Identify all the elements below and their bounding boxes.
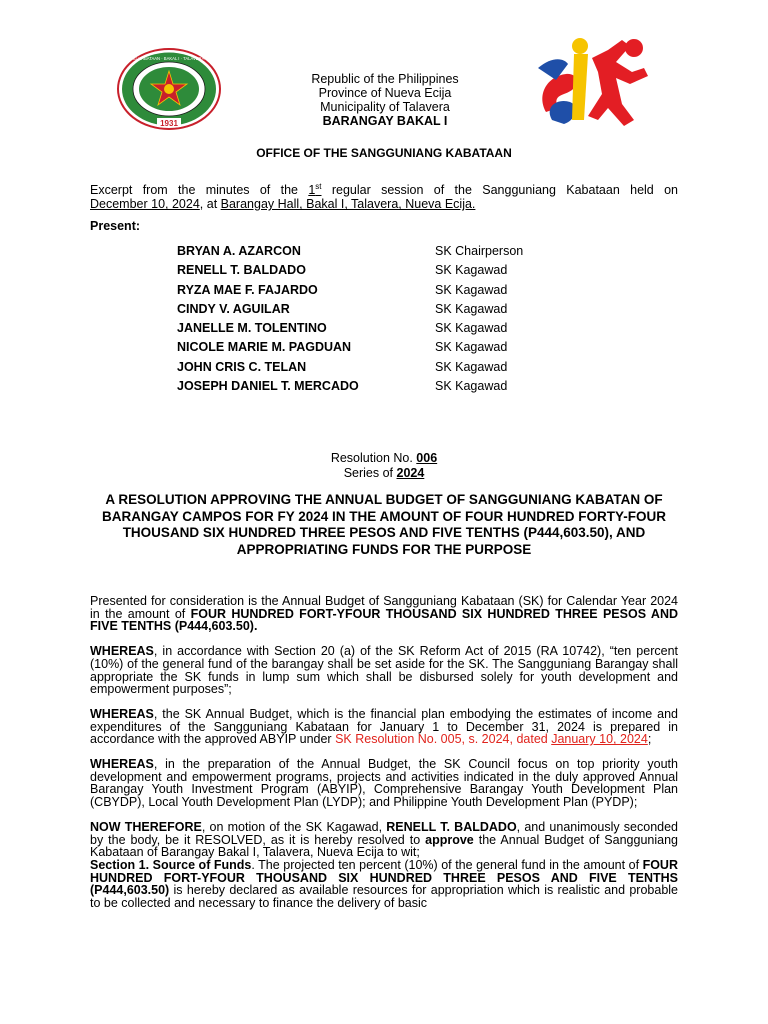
- paragraph-text: , the SK Annual Budget, which is the financial plan embodying the estimates of income and expenditures of the Sangguniang Kabataan for January 1 to December 31, 2024 is prepared in accordance with the approved ABYIP under: [90, 706, 678, 747]
- member-name: CINDY V. AGUILAR: [177, 301, 290, 316]
- present-label: Present:: [90, 219, 141, 233]
- member-name: JOSEPH DANIEL T. MERCADO: [177, 379, 359, 394]
- paragraph-text: , and unanimously seconded by the body, be it RESOLVED, as it is hereby resolved to: [90, 819, 679, 847]
- session-date: December 10, 2024: [90, 197, 200, 212]
- member-name: NICOLE MARIE M. PAGDUAN: [177, 340, 352, 355]
- letterhead: [232, 72, 538, 128]
- member-position: SK Kagawad: [435, 321, 508, 336]
- header-line-barangay: BARANGAY BAKAL I: [322, 114, 448, 128]
- resolution-body: [90, 595, 678, 910]
- section-heading: Section 1. Source of Funds: [90, 857, 252, 872]
- attendance-row: [177, 302, 597, 321]
- resolution-reference-date: January 10, 2024: [551, 732, 648, 747]
- session-ordinal-suffix: st: [315, 182, 322, 191]
- member-name: RYZA MAE F. FAJARDO: [177, 282, 318, 297]
- mover-name: RENELL T. BALDADO: [386, 819, 517, 834]
- resolution-series-label: Series of: [343, 466, 397, 480]
- paragraph-whereas-1: [90, 645, 678, 696]
- session-place: Barangay Hall, Bakal I, Talavera, Nueva Ecija.: [220, 197, 476, 212]
- resolution-reference: SK Resolution No. 005, s. 2024, dated: [335, 732, 548, 747]
- header-line-province: Province of Nueva Ecija: [318, 86, 452, 100]
- attendance-row: [177, 283, 597, 302]
- whereas-label: WHEREAS: [90, 706, 154, 721]
- excerpt-line-2: [90, 197, 678, 211]
- office-heading: OFFICE OF THE SANGGUNIANG KABATAAN: [256, 146, 512, 160]
- paragraph-presented: [90, 595, 678, 633]
- whereas-label: WHEREAS: [90, 644, 154, 659]
- header-line-municipality: Municipality of Talavera: [320, 100, 450, 114]
- paragraph-now-therefore: [90, 821, 678, 859]
- member-position: SK Kagawad: [435, 379, 508, 394]
- paragraph-text: , on motion of the SK Kagawad,: [201, 819, 387, 834]
- resolution-title: A RESOLUTION APPROVING THE ANNUAL BUDGET OF SANGGUNIANG KABATAN OF BARANGAY CAMPOS FOR FY 2024 IN THE AMOUNT OF FOUR HUNDRED FORTY-FOUR THOUSAND SIX HUNDRED THREE PESOS AND FIVE TENTHS (P444,603.50), AND APPROPRIATING FUNDS FOR THE PURPOSE: [101, 492, 667, 557]
- budget-amount: FOUR HUNDRED FORT-YFOUR THOUSAND SIX HUNDRED THREE PESOS AND FIVE TENTHS (P444,603.50).: [90, 606, 678, 634]
- member-name: JOHN CRIS C. TELAN: [177, 359, 307, 374]
- excerpt-line-1: [90, 180, 678, 197]
- paragraph-whereas-3: [90, 758, 678, 809]
- header-line-republic: Republic of the Philippines: [311, 72, 459, 86]
- paragraph-text: the Annual Budget of Sangguniang Kabataan of Barangay Bakal I, Talavera, Nueva Ecija to wit;: [90, 832, 678, 860]
- svg-text:SANGGUNIANG KABATAAN · BAKAL I: SANGGUNIANG KABATAAN · BAKAL I · TALAVERA NUEVA ECIJA: [105, 56, 233, 61]
- whereas-label: WHEREAS: [90, 757, 154, 772]
- paragraph-whereas-2: [90, 708, 678, 746]
- now-therefore-label: NOW THEREFORE: [90, 819, 202, 834]
- excerpt-text: , at: [199, 197, 221, 212]
- attendance-row: [177, 321, 597, 340]
- attendance-list: [177, 244, 597, 398]
- member-name: BRYAN A. AZARCON: [177, 244, 301, 258]
- paragraph-text: is hereby declared as available resources for appropriation which is realistic and probable to be collected and necessary to finance the delivery of basic: [90, 883, 678, 911]
- resolution-number-label: Resolution No.: [330, 451, 417, 465]
- paragraph-section-1: [90, 859, 678, 910]
- paragraph-text: Presented for consideration is the Annual Budget of Sangguniang Kabataan (SK) for Calendar Year 2024 in the amount of: [90, 594, 678, 621]
- attendance-row: [177, 379, 597, 398]
- resolution-series-value: 2024: [396, 466, 425, 480]
- excerpt-text: regular session of the Sangguniang Kabataan held on: [321, 183, 678, 198]
- fund-amount: FOUR HUNDRED FORT-YFOUR THOUSAND SIX HUNDRED THREE PESOS AND FIVE TENTHS (P444,603.50): [90, 857, 678, 898]
- approve-keyword: approve: [425, 832, 474, 847]
- barangay-seal-logo: [105, 47, 233, 131]
- resolution-series: [0, 466, 768, 481]
- excerpt-paragraph: [90, 180, 678, 211]
- member-position: SK Kagawad: [435, 263, 508, 278]
- member-position: SK Kagawad: [435, 359, 508, 374]
- member-position: SK Kagawad: [435, 340, 508, 355]
- attendance-row: [177, 244, 597, 263]
- member-position: SK Kagawad: [435, 282, 508, 297]
- paragraph-text: . The projected ten percent (10%) of the general fund in the amount of: [251, 857, 643, 872]
- paragraph-text: ;: [647, 732, 652, 747]
- attendance-row: [177, 263, 597, 282]
- attendance-row: [177, 360, 597, 379]
- paragraph-text: , in accordance with Section 20 (a) of the SK Reform Act of 2015 (RA 10742), “ten percent (10%) of the general fund of the barangay shall be set aside for the SK. The Sangguniang Barangay shall appropriate the SK funds in lump sum which shall be disbursed solely for youth development and empowerment purposes”;: [90, 644, 678, 697]
- member-position: SK Chairperson: [435, 244, 524, 258]
- resolution-number-value: 006: [416, 451, 438, 465]
- sk-logo: [518, 28, 660, 144]
- svg-text:1931: 1931: [160, 119, 178, 128]
- paragraph-text: , in the preparation of the Annual Budget, the SK Council focus on top priority youth development and empowerment programs, projects and activities indicated in the duly approved Annual Barangay Youth Investment Program (ABYIP), Comprehensive Barangay Youth Development Plan (CBYDP), Local Youth Development Plan (LYDP); and Philippine Youth Development Plan (PYDP);: [90, 757, 678, 810]
- resolution-number-block: [0, 451, 768, 481]
- attendance-row: [177, 340, 597, 359]
- resolution-number: [0, 451, 768, 466]
- member-position: SK Kagawad: [435, 301, 508, 316]
- member-name: RENELL T. BALDADO: [177, 263, 306, 278]
- session-ordinal: 1: [308, 183, 316, 198]
- excerpt-text: Excerpt from the minutes of the: [90, 183, 309, 198]
- member-name: JANELLE M. TOLENTINO: [177, 321, 327, 336]
